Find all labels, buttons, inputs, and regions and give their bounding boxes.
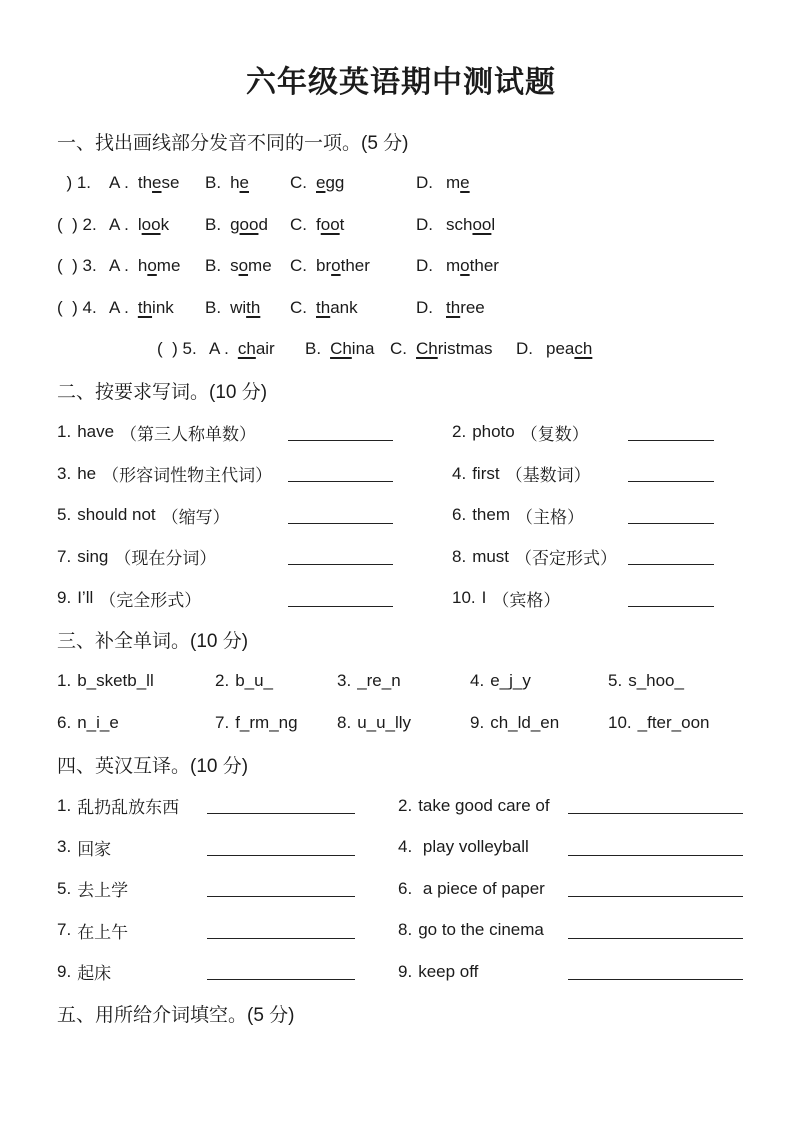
section3-heading: 三、补全单词。(10 分) (57, 631, 249, 653)
translation-row (57, 785, 745, 827)
option-label: C. (290, 256, 307, 276)
item-number: 5. (608, 671, 623, 691)
item-number: 9. (470, 712, 485, 732)
option-b (205, 298, 290, 318)
option-label: A . (209, 339, 229, 359)
item-word: u_u_lly (357, 712, 412, 732)
option-label: B. (205, 256, 222, 276)
word-pre: s (230, 256, 239, 276)
option-word (238, 339, 275, 359)
underlined-letters: oo (472, 214, 492, 234)
option-label: B. (205, 214, 222, 234)
translation-item (398, 796, 745, 816)
answer-blank (628, 481, 714, 482)
answer-blank (207, 938, 355, 939)
item-word: photo (472, 422, 515, 442)
option-word (546, 339, 592, 359)
underlined-letters: Ch (416, 339, 438, 359)
item-phrase: 在上午 (77, 922, 129, 942)
option-word (316, 256, 370, 276)
item-number: 1. (57, 671, 72, 691)
word-form-item (57, 420, 393, 445)
item-word: must (472, 546, 510, 566)
answer-blank (568, 813, 743, 814)
translation-item (57, 835, 357, 860)
underlined-letters: o (331, 256, 341, 276)
option-label: A . (109, 173, 129, 193)
item-word: n_i_e (77, 712, 119, 732)
word-post: gg (325, 173, 345, 193)
item-word: f_rm_ng (235, 712, 298, 732)
word-item (337, 661, 470, 703)
word-pre: m (446, 173, 461, 193)
word-pre: sch (446, 214, 473, 234)
item-number: 5. (57, 505, 72, 525)
answer-blank (288, 481, 393, 482)
answer-paren: ( ) 2. (57, 214, 97, 234)
item-phrase: 起床 (77, 964, 112, 984)
option-word (230, 256, 272, 276)
question-row-3 (57, 246, 745, 288)
word-post: k (160, 214, 170, 234)
word-post: l (491, 214, 496, 234)
option-d (416, 215, 745, 235)
item-number: 2. (452, 422, 467, 442)
option-c (290, 298, 416, 318)
item-phrase: take good care of (418, 795, 550, 815)
item-number: 2. (398, 795, 413, 815)
word-form-row (57, 495, 745, 537)
answer-blank (628, 606, 714, 607)
option-d (416, 173, 745, 193)
word-pre: l (137, 214, 142, 234)
option-label: C. (390, 339, 407, 359)
word-pre: h (137, 256, 148, 276)
item-number: 8. (398, 920, 413, 940)
word-form-row (57, 578, 745, 620)
word-post: air (255, 339, 275, 359)
answer-blank (207, 979, 355, 980)
section1-heading: 一、找出画线部分发音不同的一项。(5 分) (57, 133, 409, 155)
underlined-letters: o (238, 256, 249, 276)
word-item (337, 702, 470, 744)
item-number: 3. (337, 671, 352, 691)
option-label: D. (516, 339, 533, 359)
option-b (305, 339, 390, 359)
item-word: them (472, 505, 510, 525)
item-hint: （缩写） (161, 507, 230, 527)
option-label: D. (416, 173, 433, 193)
item-number: 7. (57, 546, 72, 566)
word-pre: pea (546, 339, 575, 359)
option-label: C. (290, 297, 307, 317)
option-label: D. (416, 297, 433, 317)
answer-blank (568, 938, 743, 939)
item-phrase: play volleyball (418, 837, 529, 857)
option-word (446, 256, 499, 276)
word-post: me (156, 256, 181, 276)
item-number: 8. (452, 546, 467, 566)
option-label: B. (305, 339, 322, 359)
translation-item (398, 837, 745, 857)
item-number: 10. (452, 588, 476, 608)
item-phrase: 去上学 (77, 881, 129, 901)
translation-item (57, 793, 357, 818)
word-pre: wi (230, 297, 247, 317)
item-hint: （形容词性物主代词） (102, 466, 273, 486)
option-c (290, 256, 416, 276)
word-item (608, 702, 745, 744)
item-word: ch_ld_en (490, 712, 560, 732)
translation-row (57, 910, 745, 952)
underlined-letters: ch (237, 339, 256, 359)
option-word (330, 339, 374, 359)
option-word (138, 298, 174, 318)
item-hint: （完全形式） (99, 590, 202, 610)
translation-row (57, 827, 745, 869)
item-phrase: 回家 (77, 839, 112, 859)
translation-item (398, 962, 745, 982)
item-word: _fter_oon (637, 712, 710, 732)
item-hint: （现在分词） (114, 549, 217, 569)
word-form-item (452, 461, 714, 486)
page-title: 六年级英语期中测试题 (246, 66, 556, 99)
option-label: C. (290, 173, 307, 193)
question-row-5 (57, 329, 745, 371)
underlined-letters: th (316, 297, 331, 317)
item-hint: （否定形式） (515, 549, 618, 569)
option-word (316, 215, 344, 235)
item-word: b_sketb_ll (77, 671, 154, 691)
option-word (446, 173, 470, 193)
answer-blank (288, 564, 393, 565)
item-word: _re_n (357, 671, 401, 691)
option-word (138, 215, 169, 235)
answer-blank (568, 896, 743, 897)
option-c (390, 339, 516, 359)
option-b (205, 215, 290, 235)
word-pre: g (230, 214, 240, 234)
answer-paren: ) 1. (57, 173, 92, 193)
option-word (446, 298, 485, 318)
option-d (416, 256, 745, 276)
item-number: 7. (215, 712, 230, 732)
word-post: ink (152, 297, 174, 317)
word-form-item (57, 503, 393, 528)
word-form-item (57, 461, 393, 486)
word-pre: br (316, 256, 332, 276)
answer-paren: ( ) 5. (157, 339, 197, 359)
answer-blank (568, 855, 743, 856)
item-number: 6. (452, 505, 467, 525)
answer-blank (628, 523, 714, 524)
option-b (205, 173, 290, 193)
item-number: 6. (57, 712, 72, 732)
translation-item (57, 876, 357, 901)
word-pre: f (316, 214, 321, 234)
complete-words-row (57, 661, 745, 703)
translation-item (57, 918, 357, 943)
underlined-letters: th (246, 297, 261, 317)
item-number: 9. (398, 961, 413, 981)
underlined-letters: ch (574, 339, 593, 359)
word-form-item (452, 420, 714, 445)
item-number: 9. (57, 588, 72, 608)
item-word: I’ll (77, 588, 94, 608)
option-word (316, 173, 344, 193)
option-a (109, 256, 205, 276)
complete-words-row (57, 702, 745, 744)
item-number: 9. (57, 961, 72, 981)
section5-heading: 五、用所给介词填空。(5 分) (57, 1004, 295, 1026)
translation-row (57, 951, 745, 993)
option-word (230, 298, 260, 318)
option-word (446, 215, 495, 235)
word-post: ther (340, 256, 370, 276)
underlined-letters: e (316, 173, 326, 193)
option-word (316, 298, 358, 318)
item-hint: （复数） (520, 424, 589, 444)
item-word: s_hoo_ (628, 671, 684, 691)
translation-item (398, 879, 745, 899)
answer-blank (288, 606, 393, 607)
item-hint: （主格） (515, 507, 584, 527)
underlined-letters: Ch (330, 339, 352, 359)
item-number: 7. (57, 920, 72, 940)
item-number: 8. (337, 712, 352, 732)
option-word (416, 339, 493, 359)
answer-blank (207, 896, 355, 897)
item-word: sing (77, 546, 109, 566)
translation-item (57, 959, 357, 984)
answer-blank (568, 979, 743, 980)
underlined-letters: o (460, 256, 470, 276)
option-a (109, 298, 205, 318)
option-word (230, 173, 249, 193)
word-form-item (452, 544, 714, 569)
item-phrase: a piece of paper (418, 878, 545, 898)
underlined-letters: oo (141, 214, 161, 234)
item-phrase: go to the cinema (418, 920, 544, 940)
item-number: 3. (57, 463, 72, 483)
word-form-item (57, 586, 393, 611)
item-hint: （宾格） (492, 590, 561, 610)
word-post: ank (330, 297, 358, 317)
item-number: 2. (215, 671, 230, 691)
word-item (215, 702, 337, 744)
answer-blank (288, 523, 393, 524)
word-post: se (161, 173, 180, 193)
word-post: ree (460, 297, 485, 317)
option-label: A . (109, 256, 129, 276)
item-number: 4. (470, 671, 485, 691)
option-b (205, 256, 290, 276)
item-number: 6. (398, 878, 413, 898)
word-post: ina (351, 339, 375, 359)
item-number: 10. (608, 712, 632, 732)
item-number: 4. (452, 463, 467, 483)
option-label: D. (416, 256, 433, 276)
item-phrase: keep off (418, 961, 479, 981)
word-pre: h (230, 173, 240, 193)
word-pre: m (446, 256, 461, 276)
word-post: t (339, 214, 345, 234)
option-word (230, 215, 268, 235)
word-post: d (258, 214, 268, 234)
word-item (470, 661, 608, 703)
option-label: D. (416, 214, 433, 234)
word-post: ther (469, 256, 499, 276)
translation-item (398, 920, 745, 940)
answer-blank (628, 440, 714, 441)
word-form-row (57, 412, 745, 454)
option-a (109, 173, 205, 193)
question-row-1 (57, 163, 745, 205)
item-number: 5. (57, 878, 72, 898)
underlined-letters: oo (320, 214, 340, 234)
item-word: he (77, 463, 97, 483)
option-c (290, 215, 416, 235)
item-word: I (481, 588, 487, 608)
underlined-letters: th (137, 297, 153, 317)
underlined-letters: o (147, 256, 157, 276)
translation-row (57, 868, 745, 910)
option-d (516, 339, 745, 359)
word-form-item (452, 586, 714, 611)
section2-heading: 二、按要求写词。(10 分) (57, 382, 268, 404)
word-post: me (248, 256, 272, 276)
answer-blank (207, 813, 355, 814)
item-number: 3. (57, 837, 72, 857)
option-a (109, 215, 205, 235)
word-item (608, 661, 745, 703)
item-word: b_u_ (235, 671, 274, 691)
underlined-letters: e (239, 173, 249, 193)
answer-blank (628, 564, 714, 565)
item-hint: （第三人称单数） (120, 424, 257, 444)
item-number: 1. (57, 795, 72, 815)
word-form-row (57, 453, 745, 495)
underlined-letters: e (460, 173, 470, 193)
word-form-item (452, 503, 714, 528)
item-hint: （基数词） (505, 466, 591, 486)
word-form-item (57, 544, 393, 569)
answer-paren: ( ) 4. (57, 297, 97, 317)
option-label: C. (290, 214, 307, 234)
word-item (215, 661, 337, 703)
question-row-4 (57, 287, 745, 329)
option-word (138, 256, 181, 276)
underlined-letters: e (152, 173, 162, 193)
option-label: A . (109, 214, 129, 234)
option-a (209, 339, 305, 359)
option-label: B. (205, 173, 222, 193)
item-phrase: 乱扔乱放东西 (77, 798, 180, 818)
word-post: ristmas (437, 339, 493, 359)
item-word: have (77, 422, 115, 442)
word-pre: th (137, 173, 153, 193)
word-item (470, 702, 608, 744)
option-word (138, 173, 180, 193)
underlined-letters: oo (239, 214, 259, 234)
word-form-row (57, 536, 745, 578)
section4-heading: 四、英汉互译。(10 分) (57, 755, 249, 777)
answer-paren: ( ) 3. (57, 256, 97, 276)
item-number: 4. (398, 837, 413, 857)
item-word: should not (77, 505, 156, 525)
word-item (57, 702, 215, 744)
underlined-letters: th (446, 297, 461, 317)
answer-blank (207, 855, 355, 856)
item-number: 1. (57, 422, 72, 442)
item-word: e_j_y (490, 671, 531, 691)
option-label: B. (205, 297, 222, 317)
answer-blank (288, 440, 393, 441)
option-d (416, 298, 745, 318)
option-label: A . (109, 297, 129, 317)
word-item (57, 661, 215, 703)
question-row-2 (57, 204, 745, 246)
option-c (290, 173, 416, 193)
item-word: first (472, 463, 500, 483)
